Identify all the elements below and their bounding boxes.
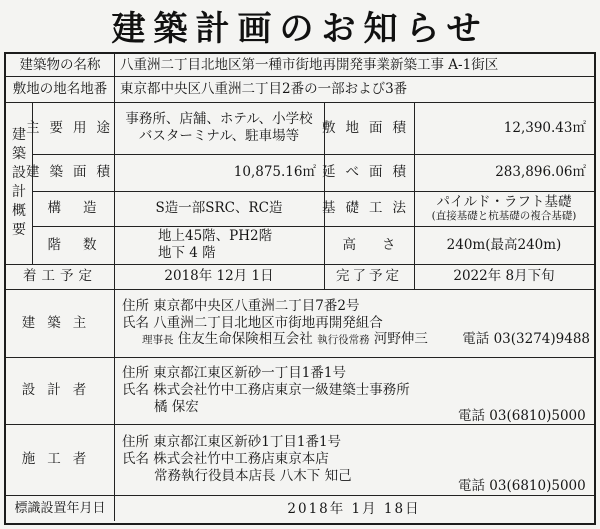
designer-person: 橘 保宏 — [154, 398, 199, 415]
group-char: 計 — [12, 184, 26, 200]
start-label: 着工予定 — [23, 268, 97, 285]
floor-area-value: 283,896.06㎡ — [495, 164, 586, 181]
contractor-person: 常務執行役員本店長 八木下 知己 — [154, 467, 352, 484]
owner-details — [114, 289, 594, 357]
owner-rep-org: 住友生命保険相互会社 — [177, 331, 313, 348]
foundation-line: パイルド・ラフト基礎 — [436, 193, 572, 210]
contractor-address: 住所 東京都江東区新砂1丁目1番1号 — [122, 434, 342, 451]
group-char: 設 — [12, 165, 26, 182]
contractor-label: 施工者 — [21, 451, 99, 468]
owner-phone: 電話 03(3274)9488 — [462, 331, 590, 348]
owner-label: 建築主 — [21, 314, 99, 331]
main-use-line: 事務所、店舗、ホテル、小学校 — [125, 111, 313, 128]
notice-title: 建築計画のお知らせ — [111, 8, 489, 49]
contractor-name: 氏名 株式会社竹中工務店東京本店 — [122, 451, 329, 468]
owner-address: 住所 東京都中央区八重洲二丁目7番2号 — [122, 297, 360, 314]
site-address-value: 東京都中央区八重洲二丁目2番の一部および3番 — [120, 80, 408, 97]
site-address-label: 敷地の地名地番 — [12, 80, 108, 97]
contractor-phone: 電話 03(6810)5000 — [458, 478, 586, 494]
group-char: 建 — [12, 127, 26, 144]
structure-label: 構造 — [47, 200, 119, 217]
floors-value — [114, 226, 324, 264]
group-char: 要 — [12, 221, 26, 238]
foundation-value — [414, 191, 594, 226]
floors-line: 地下 4 階 — [158, 245, 216, 261]
floors-line: 地上45階、PH2階 — [158, 228, 273, 245]
floors-label: 階数 — [47, 236, 119, 253]
owner-rep-person: 河野伸三 — [373, 331, 428, 348]
main-use-line: バスターミナル、駐車場等 — [138, 128, 300, 144]
owner-rep-title: 執行役常務 — [317, 334, 370, 347]
designer-name: 氏名 株式会社竹中工務店東京一級建築士事務所 — [122, 382, 410, 399]
owner-rep-title: 理事長 — [142, 334, 174, 347]
designer-address: 住所 東京都江東区新砂一丁目1番1号 — [122, 365, 346, 382]
building-area-label: 建築面積 — [26, 164, 120, 181]
main-use-value — [114, 102, 324, 154]
notice-table — [4, 52, 596, 525]
group-char: 概 — [12, 202, 26, 219]
main-use-label: 主要用途 — [26, 119, 120, 136]
foundation-label: 基礎工法 — [322, 200, 416, 217]
posting-date-label: 標識設置年月日 — [14, 500, 106, 516]
height-label: 高さ — [342, 236, 422, 253]
building-name-value: 八重洲二丁目北地区第一種市街地再開発事業新築工事 A-1街区 — [120, 56, 499, 73]
group-char: 築 — [12, 146, 26, 163]
finish-value: 2022年 8月下旬 — [453, 268, 555, 285]
designer-label: 設計者 — [21, 382, 99, 399]
owner-name: 氏名 八重洲二丁目北地区市街地再開発組合 — [122, 314, 383, 331]
start-value: 2018年 12月 1日 — [164, 268, 274, 285]
building-name-label: 建築物の名称 — [19, 56, 101, 73]
site-area-label: 敷地面積 — [322, 119, 416, 136]
finish-label: 完了予定 — [336, 268, 402, 285]
posting-date-value: 2018年 1月 18日 — [287, 500, 421, 517]
structure-value: S造一部SRC、RC造 — [155, 200, 283, 217]
building-area-value: 10,875.16㎡ — [233, 164, 316, 181]
owner-representative — [122, 331, 598, 348]
designer-phone: 電話 03(6810)5000 — [458, 408, 586, 424]
site-area-value: 12,390.43㎡ — [503, 119, 586, 136]
height-value: 240m(最高240m) — [446, 236, 562, 253]
foundation-line: (直接基礎と杭基礎の複合基礎) — [431, 210, 577, 223]
floor-area-label: 延べ面積 — [322, 164, 416, 181]
